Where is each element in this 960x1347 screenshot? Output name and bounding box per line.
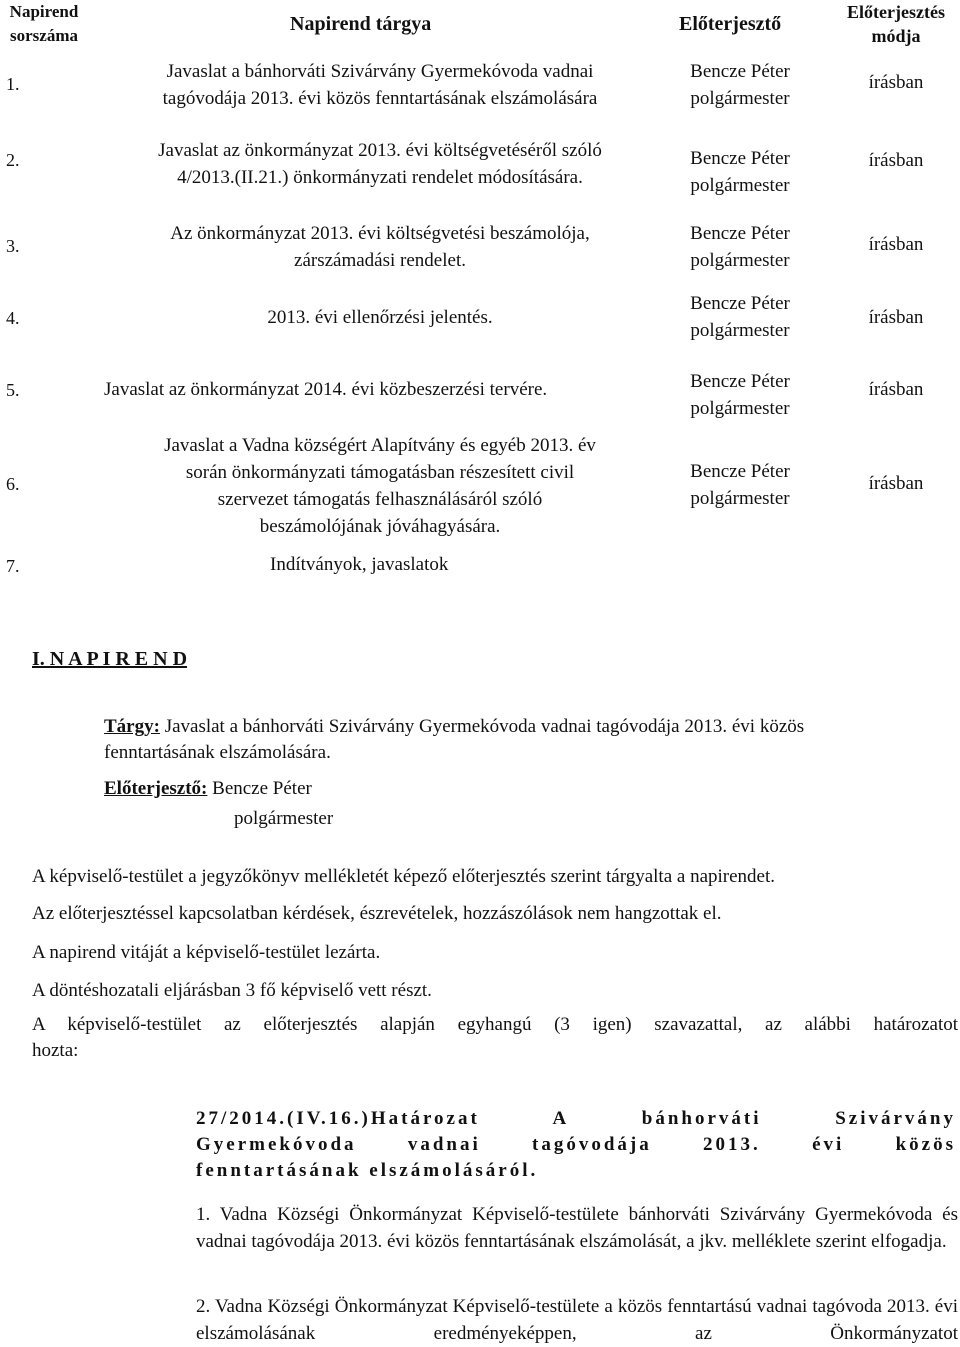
row-number: 3.	[6, 236, 20, 256]
subject-line	[104, 716, 804, 738]
minutes-paragraph: A napirend vitáját a képviselő-testület lezárta.	[32, 942, 381, 963]
row-subject	[90, 137, 670, 191]
row-method: írásban	[868, 150, 924, 171]
row-subject: Indítványok, javaslatok	[270, 554, 449, 575]
row-presenter-title: polgármester	[690, 175, 790, 196]
row-subject-line: Az önkormányzat 2013. évi költségvetési beszámolója,	[170, 223, 590, 244]
row-subject-line: beszámolójának jóváhagyására.	[259, 516, 501, 537]
vote-line-end: hozta:	[32, 1040, 79, 1061]
row-method: írásban	[868, 234, 924, 255]
row-method: írásban	[868, 379, 924, 400]
row-presenter-title: polgármester	[690, 488, 790, 509]
row-presenter	[660, 145, 820, 199]
row-number: 5.	[6, 380, 20, 400]
row-presenter-name: Bencze Péter	[690, 223, 790, 244]
resolution-point: 1. Vadna Községi Önkormányzat Képviselő-testülete bánhorváti Szivárvány Gyermekóvoda és vadnai tagóvodája 2013. évi közös fenntartásának elszámolását, a jkv. melléklete szerint elfogadja.	[196, 1204, 958, 1252]
row-subject-line: Javaslat a bánhorváti Szivárvány Gyermekóvoda vadnai	[166, 61, 594, 82]
row-number: 6.	[6, 474, 20, 494]
resolution-title: fenntartásának elszámolásáról.	[196, 1160, 539, 1181]
presenter-name: Bencze Péter	[207, 778, 312, 799]
row-subject	[90, 432, 670, 540]
minutes-paragraph: A képviselő-testület a jegyzőkönyv mellékletét képező előterjesztés szerint tárgyalta a napirendet.	[32, 866, 776, 887]
row-method: írásban	[868, 473, 924, 494]
row-presenter	[660, 290, 820, 344]
header-number-line: sorszáma	[10, 26, 78, 45]
subject-text: Javaslat a bánhorváti Szivárvány Gyermekóvoda vadnai tagóvodája 2013. évi közös	[159, 716, 805, 737]
minutes-paragraph: A döntéshozatali eljárásban 3 fő képviselő vett részt.	[32, 980, 432, 1001]
row-subject-line: 4/2013.(II.21.) önkormányzati rendelet módosítására.	[177, 167, 583, 188]
row-presenter	[660, 220, 820, 274]
row-subject	[90, 220, 670, 274]
row-presenter	[660, 58, 820, 112]
row-presenter-name: Bencze Péter	[690, 61, 790, 82]
header-number	[0, 0, 88, 48]
row-presenter-title: polgármester	[690, 320, 790, 341]
row-subject-line: során önkormányzati támogatásban részesített civil	[185, 462, 575, 483]
row-subject-line: Javaslat a Vadna községért Alapítvány és egyéb 2013. év	[164, 435, 596, 456]
header-number-line: Napirend	[9, 2, 79, 21]
row-number: 2.	[6, 150, 20, 170]
resolution-point: 2. Vadna Községi Önkormányzat Képviselő-testülete a közös fenntartású vadnai tagóvoda 2013. évi elszámolásának eredményeképpen, az Önkormányzatot	[196, 1296, 958, 1344]
row-number: 1.	[6, 74, 20, 94]
header-method-line: módja	[871, 26, 921, 46]
presenter-title: polgármester	[234, 808, 334, 829]
row-subject-line: szervezet támogatás felhasználásáról szóló	[217, 489, 543, 510]
row-presenter-title: polgármester	[690, 250, 790, 271]
row-presenter-name: Bencze Péter	[690, 461, 790, 482]
header-subject: Napirend tárgya	[290, 13, 432, 35]
row-subject	[100, 58, 660, 112]
row-presenter-title: polgármester	[690, 398, 790, 419]
section-heading: I. N A P I R E N D	[32, 648, 188, 670]
row-subject: 2013. évi ellenőrzési jelentés.	[267, 307, 493, 328]
presenter-label: Előterjesztő:	[104, 778, 208, 799]
header-method	[832, 0, 960, 48]
resolution-title: 27/2014.(IV.16.)Határozat A bánhorváti Szivárvány	[196, 1108, 956, 1129]
row-presenter-title: polgármester	[690, 88, 790, 109]
vote-line: A képviselő-testület az előterjesztés alapján egyhangú (3 igen) szavazattal, az alábbi határozatot	[32, 1014, 958, 1035]
row-presenter	[660, 458, 820, 512]
header-presenter: Előterjesztő	[679, 13, 782, 35]
row-presenter	[660, 368, 820, 422]
row-method: írásban	[868, 72, 924, 93]
row-number: 4.	[6, 308, 20, 328]
subject-label: Tárgy:	[104, 716, 160, 737]
presenter-line	[104, 778, 312, 800]
row-number: 7.	[6, 556, 20, 576]
row-subject-line: zárszámadási rendelet.	[294, 250, 466, 271]
row-subject: Javaslat az önkormányzat 2014. évi közbeszerzési tervére.	[104, 379, 548, 400]
row-presenter-name: Bencze Péter	[690, 293, 790, 314]
row-method: írásban	[868, 307, 924, 328]
minutes-paragraph: Az előterjesztéssel kapcsolatban kérdések, észrevételek, hozzászólások nem hangzottak el.	[32, 903, 722, 924]
subject-text-continued: fenntartásának elszámolására.	[104, 742, 331, 763]
resolution-title: Gyermekóvoda vadnai tagóvodája 2013. évi közös	[196, 1134, 956, 1155]
row-presenter-name: Bencze Péter	[690, 148, 790, 169]
row-subject-line: Javaslat az önkormányzat 2013. évi költségvetéséről szóló	[158, 140, 602, 161]
row-subject-line: tagóvodája 2013. évi közös fenntartásának elszámolására	[162, 88, 598, 109]
row-presenter-name: Bencze Péter	[690, 371, 790, 392]
header-method-line: Előterjesztés	[847, 2, 945, 22]
